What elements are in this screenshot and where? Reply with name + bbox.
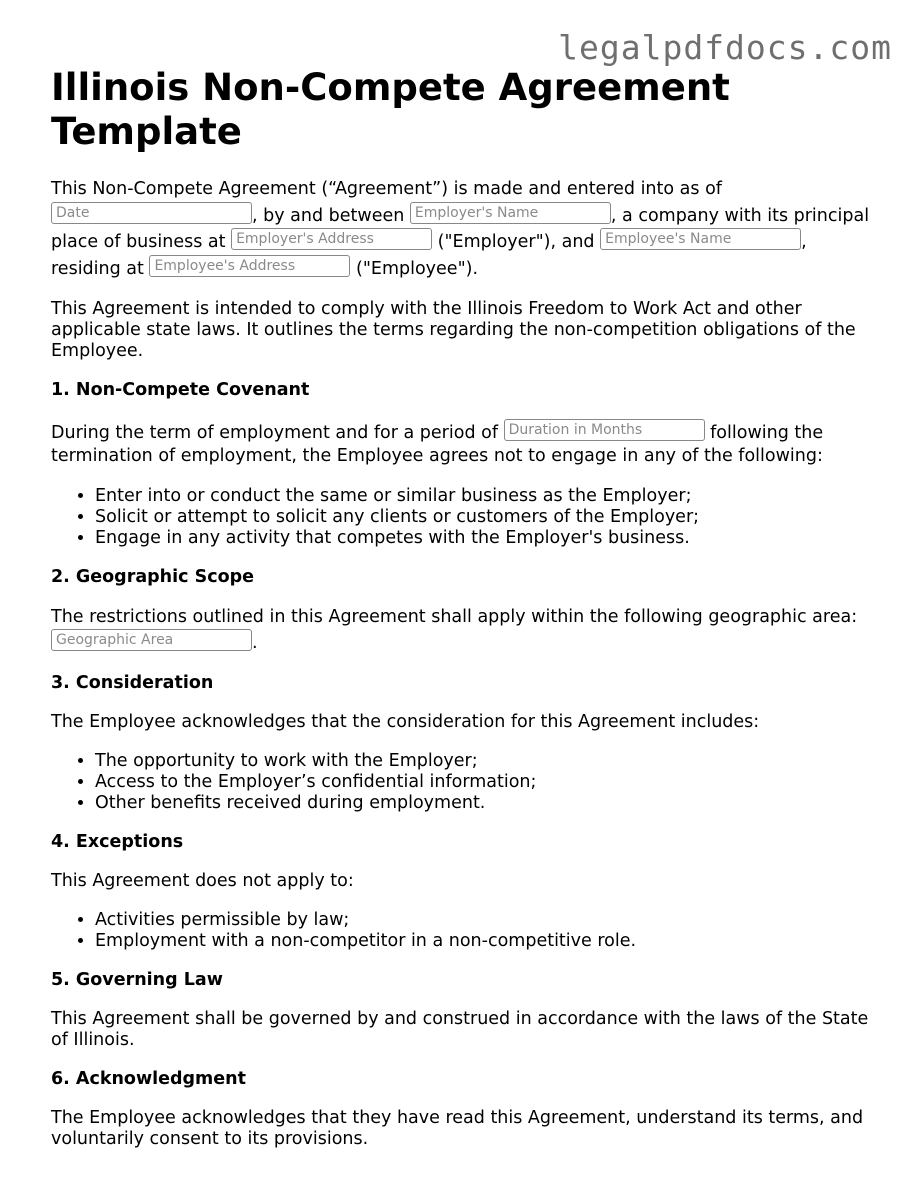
list-item: • The opportunity to work with the Employer; [95, 751, 871, 772]
employee-name-field[interactable]: Employee's Name [600, 228, 801, 250]
section-6-heading: 6. Acknowledgment [51, 1069, 246, 1089]
list-item: • Access to the Employer’s confidential information; [95, 772, 871, 793]
duration-field[interactable]: Duration in Months [504, 419, 705, 441]
watermark: legalpdfdocs.com [558, 28, 892, 67]
list-item: • Solicit or attempt to solicit any clients or customers of the Employer; [95, 507, 871, 528]
intro-text-1: This Non-Compete Agreement (“Agreement”) is made and entered into as of [51, 179, 722, 199]
employer-name-field[interactable]: Employer's Name [410, 202, 611, 224]
section-6-body: The Employee acknowledges that they have read this Agreement, understand its terms, and voluntarily consent to its provisions. [51, 1108, 864, 1149]
list-item: • Activities permissible by law; [95, 910, 871, 931]
employer-address-field[interactable]: Employer's Address [231, 228, 432, 250]
intro-paragraph [51, 178, 871, 281]
section-4-body: This Agreement does not apply to: [51, 871, 354, 891]
section-1-heading: 1. Non-Compete Covenant [51, 380, 310, 400]
list-item: • Engage in any activity that competes with the Employer's business. [95, 528, 871, 549]
list-item: • Enter into or conduct the same or similar business as the Employer; [95, 486, 871, 507]
section-1-list [51, 486, 871, 549]
section-1-body [51, 419, 871, 468]
intro-text-3: , a company with its principal place of business at [51, 205, 870, 252]
section-2-text-1: The restrictions outlined in this Agreement shall apply within the following geographic area: [51, 607, 858, 627]
purpose-paragraph: This Agreement is intended to comply with the Illinois Freedom to Work Act and other applicable state laws. It outlines the terms regarding the non-competition obligations of the Employee. [51, 299, 856, 361]
section-2-heading: 2. Geographic Scope [51, 567, 254, 587]
section-3-list [51, 751, 871, 814]
section-4-list [51, 910, 871, 952]
page-title: Illinois Non-Compete Agreement Template [51, 66, 730, 153]
list-item: • Other benefits received during employment. [95, 793, 871, 814]
section-2-text-2: . [252, 633, 258, 653]
intro-text-5: , residing at [51, 232, 807, 279]
section-3-heading: 3. Consideration [51, 673, 214, 693]
employee-address-field[interactable]: Employee's Address [149, 255, 350, 277]
list-item: • Employment with a non-competitor in a non-competitive role. [95, 931, 871, 952]
section-4-heading: 4. Exceptions [51, 832, 184, 852]
section-1-text-1: During the term of employment and for a period of [51, 423, 498, 443]
date-field[interactable]: Date [51, 202, 252, 224]
intro-text-6: ("Employee"). [350, 258, 479, 279]
intro-text-4: ("Employer"), and [432, 232, 595, 252]
section-5-heading: 5. Governing Law [51, 970, 223, 990]
intro-text-2: , by and between [252, 205, 405, 226]
section-2-body [51, 606, 871, 655]
section-5-body: This Agreement shall be governed by and construed in accordance with the laws of the State of Illinois. [51, 1009, 869, 1050]
document [51, 66, 871, 1150]
section-3-body: The Employee acknowledges that the consideration for this Agreement includes: [51, 712, 760, 732]
section-1-text-2: following the termination of employment, the Employee agrees not to engage in any of the following: [51, 423, 824, 466]
geographic-area-field[interactable]: Geographic Area [51, 629, 252, 651]
